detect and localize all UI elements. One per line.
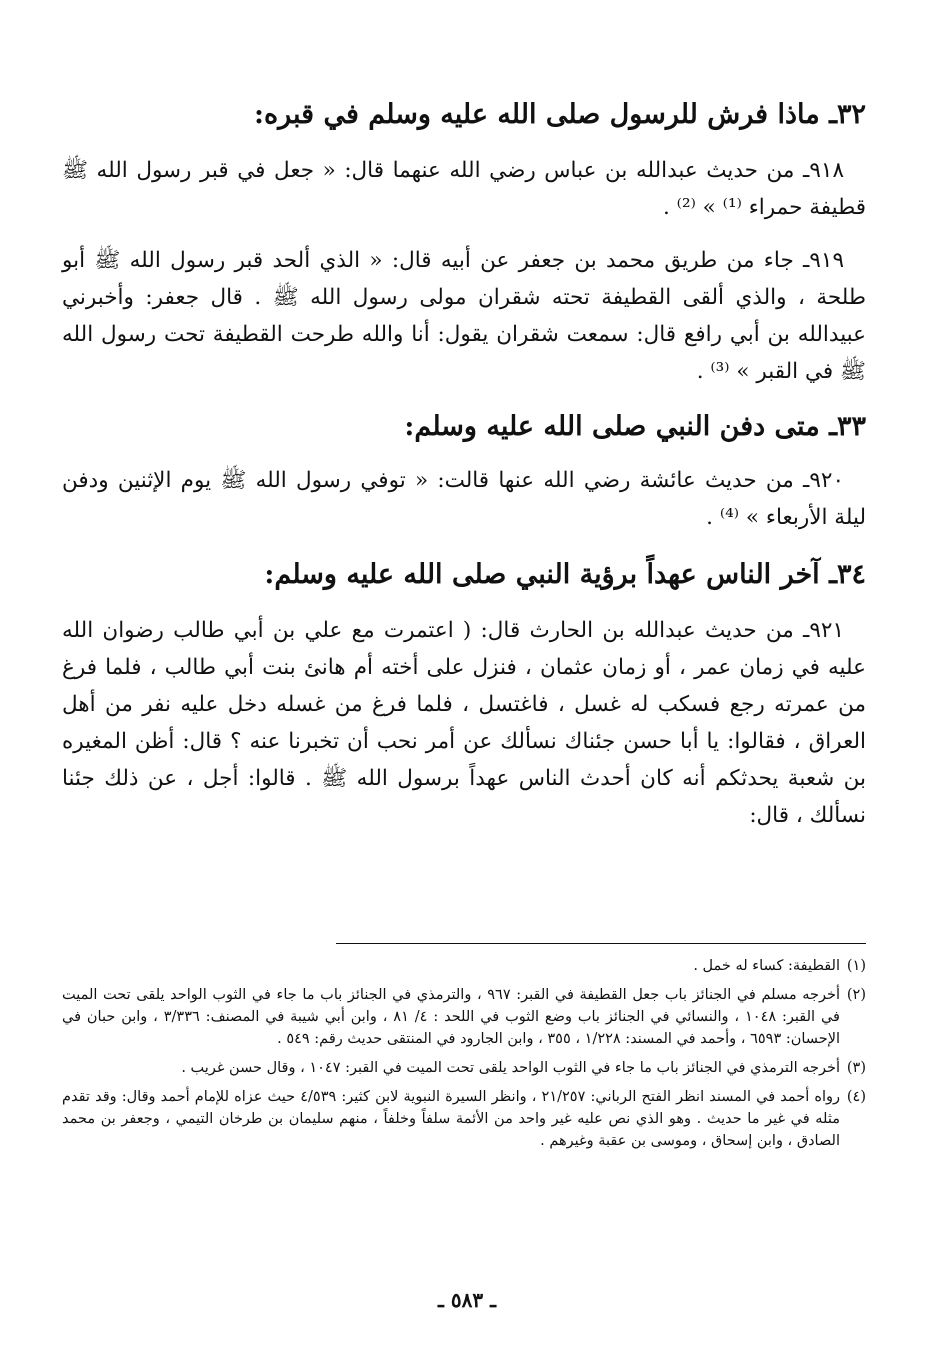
footnote-2 xyxy=(62,984,866,1050)
section-heading-33: ٣٣ـ متى دفن النبي صلى الله عليه وسلم: xyxy=(404,411,866,442)
hadith-920: ٩٢٠ـ من حديث عائشة رضي الله عنها قالت: « توفي رسول الله ﷺ يوم الإثنين ودفن ليلة الأربعاء » ⁽⁴⁾ . xyxy=(62,468,866,530)
hadith-919: ٩١٩ـ جاء من طريق محمد بن جعفر عن أبيه قال: « الذي ألحد قبر رسول الله ﷺ أبو طلحة ، والذي ألقى القطيفة تحته شقران مولى رسول الله ﷺ . قال جعفر: وأخبرني عبيدالله بن أبي رافع قال: سمعت شقران يقول: أنا والله طرحت القطيفة تحت رسول الله ﷺ في القبر » ⁽³⁾ . xyxy=(62,248,866,384)
main-text xyxy=(62,92,866,834)
footnotes xyxy=(62,955,866,1159)
footnote-number: (٣) xyxy=(846,1060,866,1076)
footnote-text: رواه أحمد في المسند انظر الفتح الرباني: ٢١/٢٥٧ ، وانظر السيرة النبوية لابن كثير: ٤/٥٣٩ حيث عزاه للإمام أحمد وقال: وقد تقدم مثله في غير ما حديث . وهو الذي نص عليه غير واحد من الأئمة سلفاً وخلفاً ، منهم سليمان بن طرخان التيمي ، وجعفر بن محمد الصادق ، وابن إسحاق ، وموسى بن عقبة وغيرهم . xyxy=(62,1089,840,1149)
section-heading-32: ٣٢ـ ماذا فرش للرسول صلى الله عليه وسلم في قبره: xyxy=(254,99,866,130)
footnote-text: أخرجه مسلم في الجنائز باب جعل القطيفة في القبر: ٩٦٧ ، والترمذي في الجنائز باب ما جاء في الثوب الواحد يلقى تحت الميت في القبر: ١٠٤٨ ، والنسائي في الجنائز باب وضع الثوب في اللحد : ٤/ ٨١ ، وابن أبي شيبة في المصنف: ٣/٣٣٦ ، وابن حبان في الإحسان: ٦٥٩٣ ، وأحمد في المسند: ١/٢٢٨ ، ٣٥٥ ، وابن الجارود في المنتقى حديث رقم: ٥٤٩ . xyxy=(62,987,840,1047)
footnote-text: أخرجه الترمذي في الجنائز باب ما جاء في الثوب الواحد يلقى تحت الميت في القبر: ١٠٤٧ ، وقال حسن غريب . xyxy=(181,1060,840,1076)
footnote-text: القطيفة: كساء له خمل . xyxy=(693,958,840,974)
footnote-divider xyxy=(336,943,866,944)
hadith-921: ٩٢١ـ من حديث عبدالله بن الحارث قال: ( اعتمرت مع علي بن أبي طالب رضوان الله عليه في زمان عمر ، أو زمان عثمان ، فنزل على أخته أم هانئ بنت أبي طالب ، فلما فرغ من عمرته رجع فسكب له غسل ، فاغتسل ، فلما فرغ من غسله دخل عليه نفر من أهل العراق ، فقالوا: يا أبا حسن جئناك نسألك عن أمر نحب أن تخبرنا عنه ؟ قال: أظن المغيره بن شعبة يحدثكم أنه كان أحدث الناس عهداً برسول الله ﷺ . قالوا: أجل ، عن ذلك جئنا نسألك ، قال: xyxy=(62,618,866,828)
section-heading-34: ٣٤ـ آخر الناس عهداً برؤية النبي صلى الله عليه وسلم: xyxy=(264,559,866,590)
footnote-number: (١) xyxy=(846,958,866,974)
page-number: ـ ٥٨٣ ـ xyxy=(438,1288,496,1312)
hadith-918: ٩١٨ـ من حديث عبدالله بن عباس رضي الله عنهما قال: « جعل في قبر رسول الله ﷺ قطيفة حمراء ⁽¹⁾ » ⁽²⁾ . xyxy=(62,158,866,220)
footnote-number: (٢) xyxy=(846,987,866,1003)
footnote-number: (٤) xyxy=(846,1089,866,1105)
footnote-4 xyxy=(62,1086,866,1152)
footnote-1 xyxy=(62,955,866,977)
footnote-3 xyxy=(62,1057,866,1079)
